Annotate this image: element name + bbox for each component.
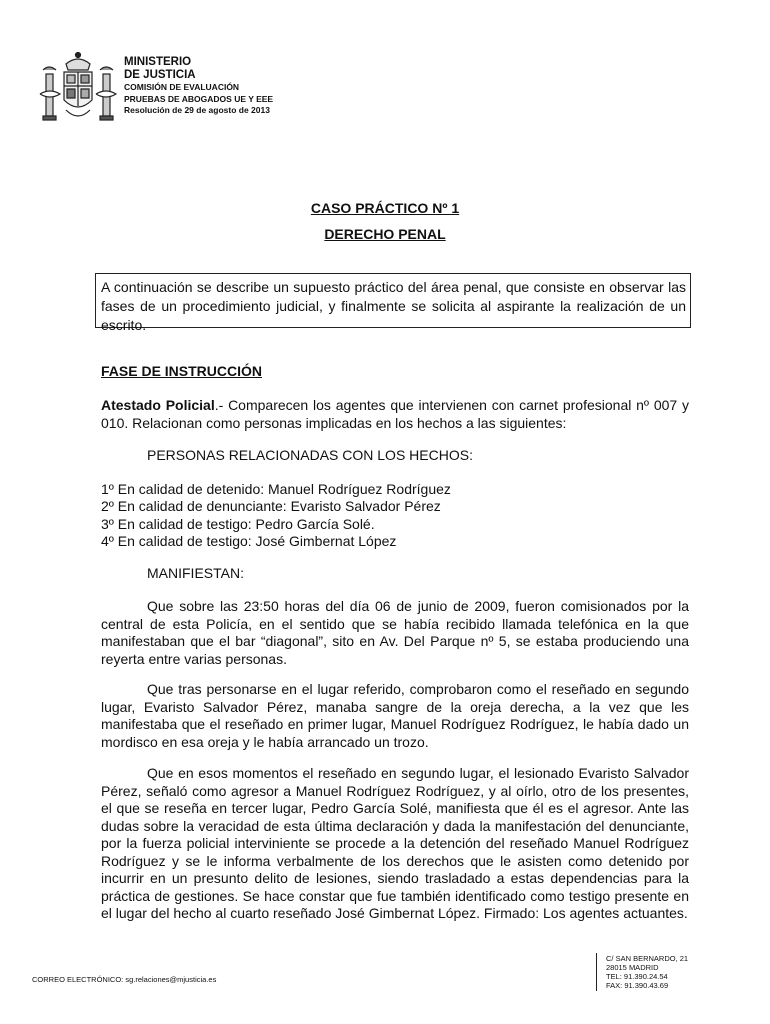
case-title: CASO PRÁCTICO Nº 1	[310, 200, 460, 216]
manifiestan-heading: MANIFIESTAN:	[147, 565, 244, 581]
exam-name: PRUEBAS DE ABOGADOS UE Y EEE	[124, 93, 274, 104]
ministry-name-line1: MINISTERIO	[124, 56, 192, 68]
footer-phone: TEL: 91.390.24.54	[606, 972, 668, 981]
commission-name: COMISIÓN DE EVALUACIÓN	[124, 82, 240, 93]
footer-address	[606, 954, 688, 990]
footer-divider	[596, 953, 597, 991]
coat-of-arms-icon	[36, 50, 120, 132]
list-item: 2º En calidad de denunciante: Evaristo Salvador Pérez	[101, 498, 441, 515]
footer-fax: FAX: 91.390.43.69	[606, 981, 669, 990]
personas-heading: PERSONAS RELACIONADAS CON LOS HECHOS:	[147, 447, 473, 463]
case-subject: DERECHO PENAL	[324, 226, 446, 242]
resolution-date: Resolución de 29 de agosto de 2013	[124, 105, 270, 116]
footer-email: CORREO ELECTRÓNICO: sg.relaciones@mjusticia.es	[32, 975, 217, 984]
paragraph-1: Que sobre las 23:50 horas del día 06 de junio de 2009, fueron comisionados por la central de esta Policía, en el sentido que se había recibido llamada telefónica en la que manifestaban que el bar “diagonal”, sito en Av. Del Parque nº 5, se estaba produciendo una reyerta entre varias personas.	[101, 598, 689, 667]
paragraph-2-block	[101, 681, 689, 751]
paragraph-3-block	[101, 765, 689, 923]
intro-box: A continuación se describe un supuesto práctico del área penal, que consiste en observar las fases de un procedimiento judicial, y finalmente se solicita al aspirante la realización de un escrito.	[95, 273, 691, 328]
paragraph-1-block	[101, 598, 689, 668]
ministry-header	[124, 56, 273, 117]
footer-street: C/ SAN BERNARDO, 21	[606, 954, 689, 963]
atestado-paragraph	[101, 397, 689, 432]
list-item: 1º En calidad de detenido: Manuel Rodríguez Rodríguez	[101, 481, 451, 497]
personas-list	[101, 481, 451, 550]
paragraph-3: Que en esos momentos el reseñado en segundo lugar, el lesionado Evaristo Salvador Pérez, señaló como agresor a Manuel Rodríguez Rodríguez, y al oírlo, otro de los presentes, el que se reseña en tercer lugar, Pedro García Solé, manifiesta que él es el agresor. Ante las dudas sobre la veracidad de esta última declaración y dada la manifestación del denunciante, por la fuerza policial interviniente se procede a la detención del reseñado Manuel Rodríguez Rodríguez y se le informa verbalmente de los derechos que le asisten como detenido por incurrir en un presunto delito de lesiones, siendo trasladado a estas dependencias para la práctica de gestiones. Se hace constar que fue también identificado como testigo presente en el lugar del hecho al cuarto reseñado José Gimbernat López. Firmado: Los agentes actuantes.	[101, 765, 689, 921]
section-heading: FASE DE INSTRUCCIÓN	[101, 363, 263, 379]
atestado-label: Atestado Policial	[101, 397, 215, 413]
paragraph-2: Que tras personarse en el lugar referido, comprobaron como el reseñado en segundo lugar, Evaristo Salvador Pérez, manaba sangre de la oreja derecha, a la vez que les manifestaba que el reseñado en primer lugar, Manuel Rodríguez Rodríguez, le había dado un mordisco en esa oreja y le había arrancado un trozo.	[101, 681, 689, 750]
footer-city: 28015 MADRID	[606, 963, 659, 972]
list-item: 4º En calidad de testigo: José Gimbernat López	[101, 532, 397, 549]
atestado-text: .- Comparecen los agentes que intervienen con carnet profesional nº 007 y 010. Relacionan como personas implicadas en los hechos a las siguientes:	[101, 397, 689, 431]
list-item: 3º En calidad de testigo: Pedro García Solé.	[101, 515, 375, 532]
ministry-name-line2: DE JUSTICIA	[124, 69, 196, 82]
